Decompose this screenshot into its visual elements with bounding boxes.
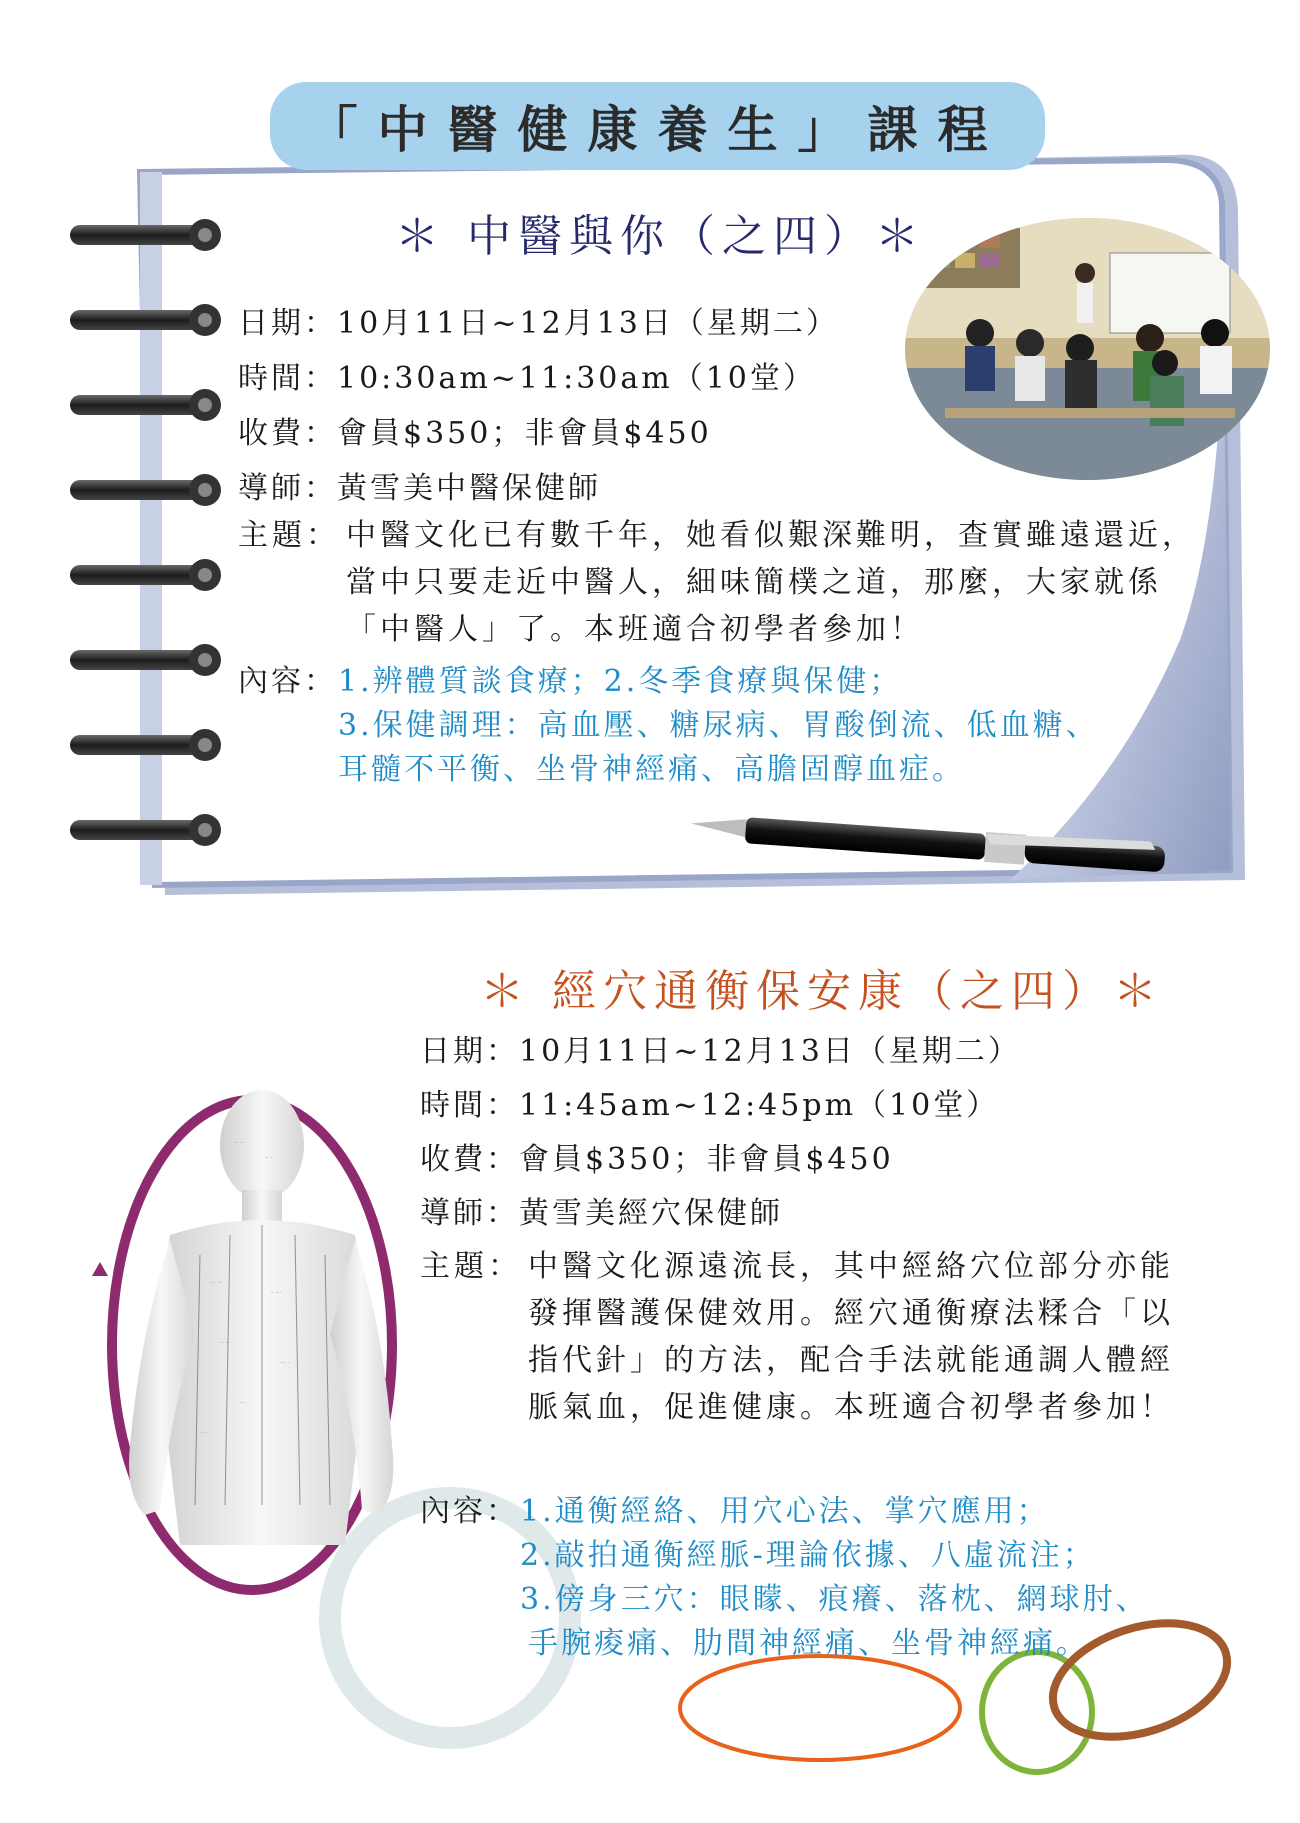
svg-text:·· ·: ·· · [265,1155,273,1162]
s1-fee-label: 收費： [238,416,337,451]
s2-teacher-row [420,1190,783,1237]
s1-topic-label: 主題： [238,518,340,553]
svg-text:··· ··: ··· ·· [210,1280,222,1287]
s2-content-line-4: 手腕痠痛、肋間神經痛、坐骨神經痛。 [528,1626,1089,1661]
svg-text:···: ··· [240,1400,246,1407]
s2-content-line-3: 3.傍身三穴：眼矇、痕癢、落枕、網球肘、 [520,1582,1149,1617]
s2-teacher-label: 導師： [420,1196,519,1231]
s1-time-label: 時間： [238,361,337,396]
s1-teacher-label: 導師： [238,471,337,506]
s1-fee-value: 會員$350；非會員$450 [337,416,712,451]
s1-content-label: 內容： [238,664,337,699]
s2-time-label: 時間： [420,1088,519,1123]
svg-text:·· ·: ·· · [200,1430,208,1437]
s2-topic [420,1243,1210,1488]
s2-fee-row [420,1136,894,1183]
acupuncture-figure [100,1085,420,1605]
green-ring [982,1652,1092,1772]
s1-date-label: 日期： [238,306,337,341]
s1-topic-text: 中醫文化已有數千年，她看似艱深難明，查實雖遠還近，當中只要走近中醫人，細味簡樸之道，那麼，大家就係「中醫人」了。本班適合初學者參加！ [346,518,1196,647]
s2-fee-label: 收費： [420,1142,519,1177]
s2-content-label: 內容： [420,1494,519,1529]
s2-date-label: 日期： [420,1034,519,1069]
s2-date-value: 10月11日~12月13日（星期二） [519,1034,1021,1069]
s1-date-value: 10月11日~12月13日（星期二） [337,306,839,341]
orange-ring [680,1656,960,1760]
s2-topic-label: 主題： [420,1249,522,1284]
course-title: 「中醫健康養生」課程 [307,100,1008,159]
s2-fee-value: 會員$350；非會員$450 [519,1142,894,1177]
s2-teacher-value: 黃雪美經穴保健師 [519,1196,783,1231]
svg-text:·· ··: ·· ·· [235,1140,245,1147]
s2-time-value: 11:45am~12:45pm（10堂） [519,1088,1000,1123]
svg-text:·· ··: ·· ·· [220,1340,230,1347]
s2-content-line-1: 1.通衡經絡、用穴心法、掌穴應用； [520,1494,1050,1529]
svg-text:·· ···: ·· ··· [270,1290,282,1297]
s1-content-line-2: 3.保健調理：高血壓、糖尿病、胃酸倒流、低血糖、 [338,708,1099,743]
section1-heading: ＊ 中醫與你（之四）＊ [395,211,926,262]
s1-teacher-value: 黃雪美中醫保健師 [337,471,601,506]
s2-topic-text: 中醫文化源遠流長，其中經絡穴位部分亦能發揮醫護保健效用。經穴通衡療法糅合「以指代針」的方法，配合手法就能通調人體經脈氣血，促進健康。本班適合初學者參加！ [528,1249,1174,1425]
s2-date-row [420,1028,1021,1075]
s2-content-line-2: 2.敲拍通衡經脈-理論依據、八虛流注； [520,1538,1096,1573]
section2-heading: ＊ 經穴通衡保安康（之四）＊ [480,966,1164,1017]
s2-content [420,1490,1280,1670]
svg-text:··· ·: ··· · [280,1360,290,1367]
s1-content-line-3: 耳髓不平衡、坐骨神經痛、高膽固醇血症。 [338,752,965,787]
s2-time-row [420,1082,999,1129]
s1-content-line-1: 1.辨體質談食療；2.冬季食療與保健； [338,664,903,699]
s1-time-value: 10:30am~11:30am（10堂） [337,361,816,396]
